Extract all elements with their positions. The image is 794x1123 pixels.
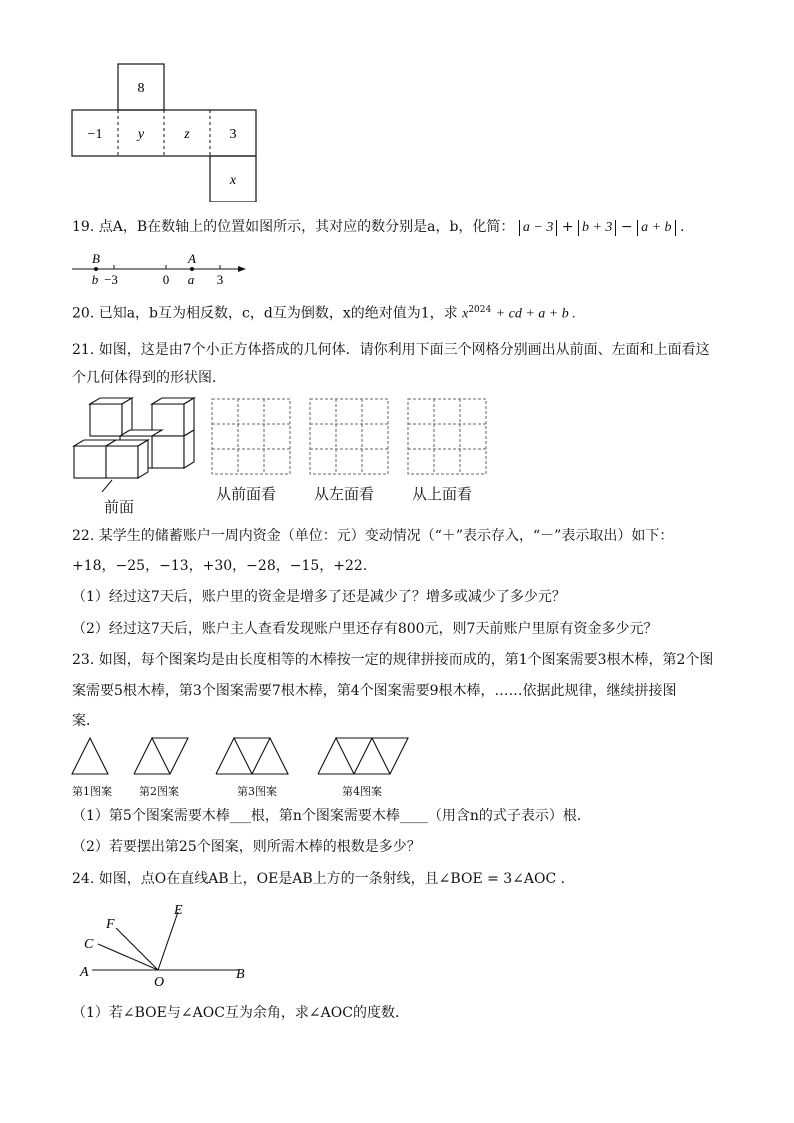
q23-line2: 案需要5根木棒，第3个图案需要7根木棒，第4个图案需要9根木棒，……依据此规律，继续拼接图	[72, 683, 677, 699]
q20-text: 20. 已知a，b互为相反数，c，d互为倒数，x的绝对值为1，求 $x^{2024}$ + cd + a + b .	[72, 305, 576, 322]
q24-text: 24. 如图，点O在直线AB上，OE是AB上方的一条射线，且∠BOE = 3∠AOC .	[72, 871, 566, 887]
label-a: a	[187, 272, 195, 287]
net-cell-4: 3	[229, 127, 237, 142]
label-B: B	[236, 967, 245, 982]
caption-3: 第3图案	[237, 785, 277, 798]
q19-text: 19. 点A，B在数轴上的位置如图所示，其对应的数分别是a，b，化简： a − 3 + b + 3 − a + b .	[72, 219, 685, 235]
net-bottom: x	[229, 173, 237, 188]
label-C: C	[84, 937, 94, 952]
label-O: O	[154, 975, 165, 990]
q22-line2: +18，−25，−13，+30，−28，−15，+22．	[72, 558, 377, 574]
number-line	[70, 250, 250, 290]
net-cell-3: z	[184, 127, 190, 142]
grid-top	[407, 398, 487, 476]
abs-a-plus-b: a + b	[637, 220, 675, 236]
q24-p1: （1）若∠BOE与∠AOC互为余角，求∠AOC的度数．	[72, 1005, 409, 1021]
q23-p2: （2）若要摆出第25个图案，则所需木棒的根数是多少？	[72, 839, 421, 855]
net-cell-1: −1	[87, 127, 103, 142]
net-cell-2: y	[137, 127, 145, 142]
q23-line3: 案．	[72, 713, 100, 729]
caption-2: 第2图案	[139, 785, 179, 798]
point-A: A	[188, 251, 196, 266]
caption-1: 第1图案	[72, 785, 112, 798]
label-A: A	[80, 965, 89, 980]
q21-line2: 个几何体得到的形状图．	[72, 370, 226, 386]
front-label: 前面	[104, 498, 135, 516]
abs-b-plus-3: b + 3	[578, 220, 616, 236]
caption-4: 第4图案	[342, 785, 382, 798]
label-3: 3	[216, 272, 224, 287]
grid-left	[309, 398, 389, 476]
label-0: 0	[162, 272, 170, 287]
grid-label-left: 从左面看	[314, 485, 375, 503]
grid-front	[211, 398, 291, 476]
q22-line1: 22. 某学生的储蓄账户一周内资金（单位：元）变动情况（“＋”表示存入，“－”表示取出）如下：	[72, 528, 674, 544]
q23-line1: 23. 如图，每个图案均是由长度相等的木棒按一定的规律拼接而成的，第1个图案需要3根木棒，第2个图	[72, 652, 714, 668]
grid-label-front: 从前面看	[216, 485, 277, 503]
label-minus3: −3	[104, 272, 118, 287]
cube-net-figure	[70, 62, 260, 202]
label-b: b	[91, 272, 99, 287]
q21-line1: 21. 如图，这是由7个小正方体搭成的几何体．请你利用下面三个网格分别画出从前面、左面和上面看这	[72, 342, 710, 358]
cube-solid-figure	[72, 396, 202, 492]
label-F: F	[106, 917, 115, 932]
grid-label-top: 从上面看	[412, 485, 473, 503]
label-E: E	[174, 903, 183, 918]
q22-p1: （1）经过这7天后，账户里的资金是增多了还是减少了？增多或减少了多少元？	[72, 589, 566, 605]
abs-a-minus-3: a − 3	[519, 220, 557, 236]
q23-p1: （1）第5个图案需要木棒___根，第n个图案需要木棒____（用含n的式子表示）根．	[72, 808, 591, 824]
q22-p2: （2）经过这7天后，账户主人查看发现账户里还存有800元，则7天前账户里原有资金多少元？	[72, 621, 658, 637]
angle-figure	[78, 900, 258, 990]
net-top: 8	[137, 81, 145, 96]
point-B: B	[92, 251, 100, 266]
triangle-patterns	[70, 734, 430, 776]
